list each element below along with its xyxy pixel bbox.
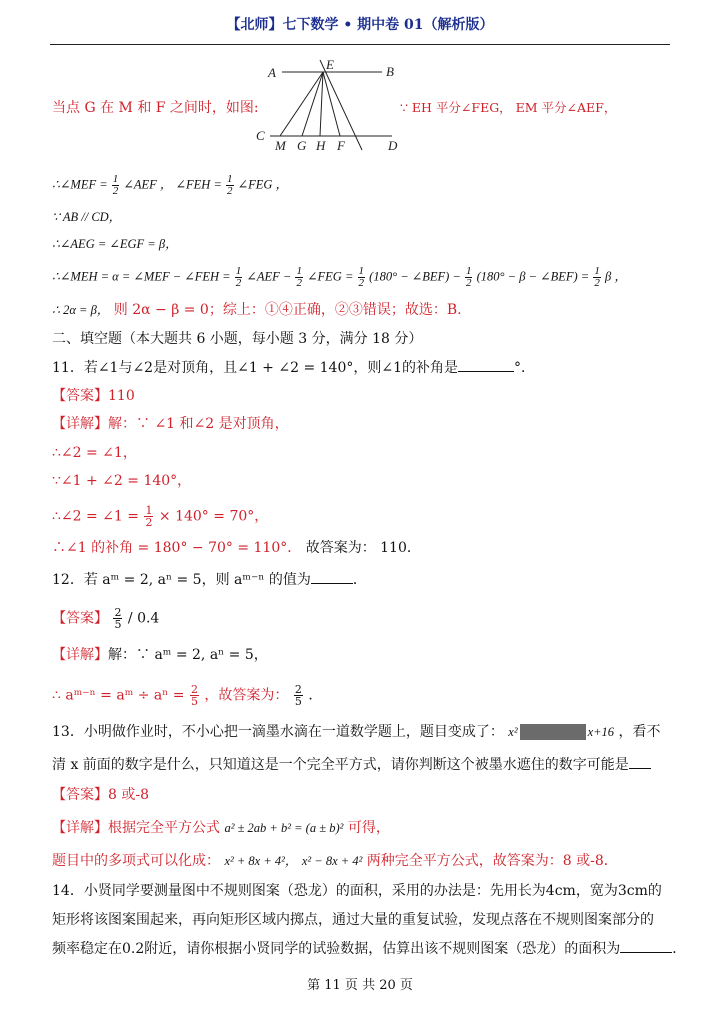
segment-eg [302,72,323,136]
page-footer: 第 11 页 共 20 页 [307,978,413,993]
q12-detail: 【详解】解：∵ aᵐ = 2, aⁿ = 5， [52,647,268,663]
q11-answer: 【答案】110 [52,388,135,404]
label-c: C [256,128,265,143]
label-m: M [275,138,286,153]
q11-step-2: ∵∠1 + ∠2 = 140°， [52,473,192,489]
solution-step-1: ∴∠MEF = $\frac{1}{2}$ ∠AEF ， ∠FEH = $\frac{1}{2}$ ∠FEG ， [52,173,289,197]
q13-detail: 【详解】根据完全平方公式 a² ± 2ab + b² = (a ± b)² 可得， [52,820,390,836]
solution-step-3: ∴∠AEG = ∠EGF = β， [52,237,178,251]
header-divider [50,44,670,45]
solution-step-4: ∴∠MEH = α = ∠MEF − ∠FEH = $\frac{1}{2}$ ∠AEF − $\frac{1}{2}$ ∠FEG = $\frac{1}{2}$ (180° − ∠BEF) − $\frac{1}{2}$ (180° − β − ∠BEF) = $\frac{1}{2}$ β ， [52,265,627,289]
segment-eh [320,72,323,136]
label-e: E [326,58,334,72]
q11-step-3: ∴∠2 = ∠1 = $\frac{1}{2}$ × 140° = 70°， [52,504,269,529]
q13-question-line-1: 13．小明做作业时，不小心把一滴墨水滴在一道数学题上，题目变成了： x² x+16 ，看不 [52,724,661,740]
solution-conclusion: ∴ 2α = β， 则 2α − β = 0；综上：①④正确，②③错误；故选：B. [52,302,462,318]
q11-question: 11．若∠1与∠2是对顶角，且∠1 + ∠2 = 140°，则∠1的补角是 °． [52,360,535,376]
q12-question: 12．若 aᵐ = 2, aⁿ = 5，则 aᵐ⁻ⁿ 的值为 ． [52,572,367,588]
ink-blot [520,724,586,740]
q13-answer: 【答案】8 或-8 [52,787,149,803]
geometry-figure [250,58,410,153]
case-since: ∵ EH 平分∠FEG， EM 平分∠AEF， [400,100,617,115]
q14-line-1: 14．小贤同学要测量图中不规则图案（恐龙）的面积，采用的办法是：先用长为4cm，宽为3cm的 [52,883,662,899]
solution-step-2: ∵ AB // CD， [52,210,122,224]
label-b: B [386,64,394,79]
section-title: 二、填空题（本大题共 6 小题，每小题 3 分，满分 18 分） [52,331,423,347]
segment-ef [323,72,340,136]
label-f: F [337,138,345,153]
q13-conclusion: 题目中的多项式可以化成： x² + 8x + 4²， x² − 8x + 4² 两种完全平方公式，故答案为：8 或-8． [52,853,618,869]
q11-step-1: ∴∠2 = ∠1， [52,445,137,461]
page-header: 【北师】七下数学 • 期中卷 01（解析版） [226,17,494,33]
q11-detail: 【详解】解：∵ ∠1 和∠2 是对顶角， [52,416,289,432]
label-h: H [316,138,326,153]
label-d: D [388,138,398,153]
q11-step-4: ∴∠1 的补角 = 180° − 70° = 110°． 故答案为： 110． [52,540,421,556]
q14-line-2: 矩形将该图案围起来，再向矩形区域内掷点，通过大量的重复试验，发现点落在不规则图案部分的 [52,912,654,928]
label-g: G [297,138,307,153]
q14-line-3: 频率稳定在0.2附近，请你根据小贤同学的试验数据，估算出该不规则图案（恐龙）的面积为 ． [52,941,687,957]
q12-answer: 【答案】 $\frac{2}{5}$ / 0.4 [52,606,160,631]
label-a: A [268,65,276,80]
case-intro: 当点 G 在 M 和 F 之间时，如图: [52,100,259,116]
segment-em [280,72,323,136]
q13-question-line-2: 清 x 前面的数字是什么，只知道这是一个完全平方式，请你判断这个被墨水遮住的数字可能是 [52,755,651,775]
q12-step-1: ∴ aᵐ⁻ⁿ = aᵐ ÷ aⁿ = $\frac{2}{5}$ ，故答案为： $\frac{2}{5}$ ． [52,683,323,708]
